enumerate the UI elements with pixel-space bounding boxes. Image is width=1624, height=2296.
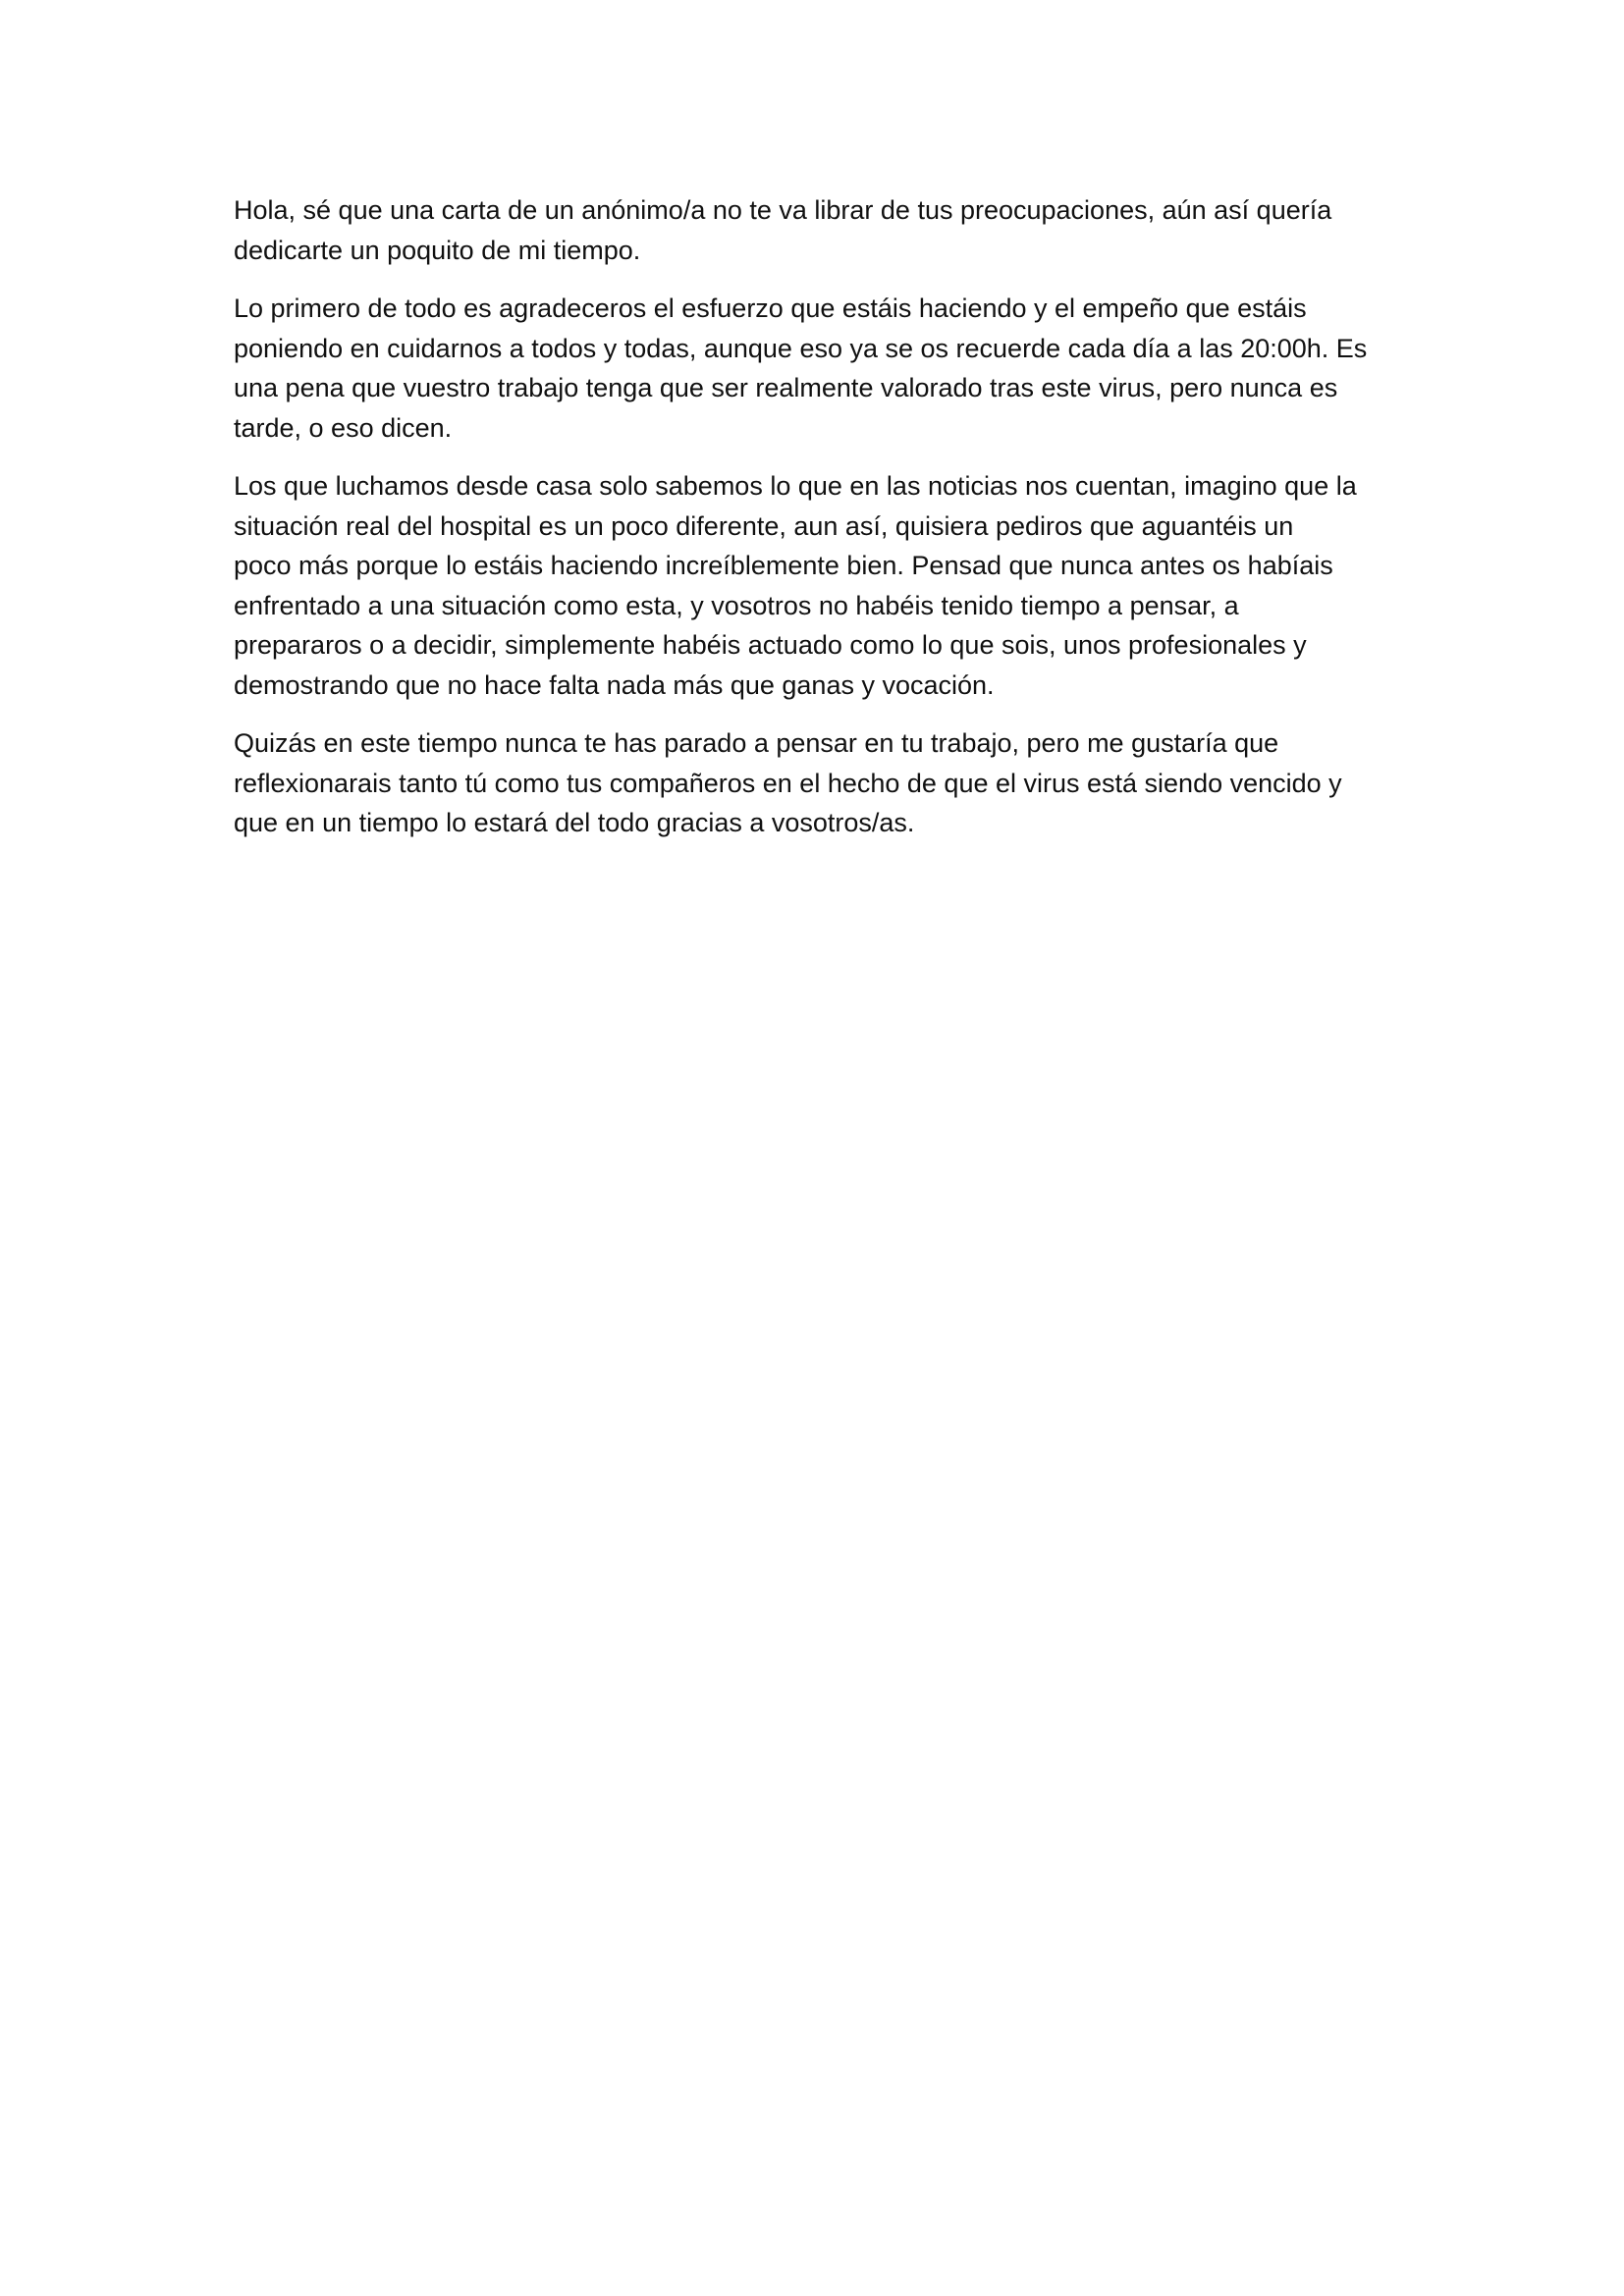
paragraph-line: prepararos o a decidir, simplemente habéis actuado como lo que sois, unos profesionales y [234, 630, 1307, 660]
paragraph-line: Los que luchamos desde casa solo sabemos lo que en las noticias nos cuentan, imagino que la [234, 471, 1357, 501]
paragraph-2 [234, 289, 1422, 448]
paragraph-line: demostrando que no hace falta nada más que ganas y vocación. [234, 669, 995, 700]
paragraph-line: una pena que vuestro trabajo tenga que ser realmente valorado tras este virus, pero nunca es [234, 373, 1338, 402]
paragraph-line: tarde, o eso dicen. [234, 412, 453, 443]
paragraph-line: Quizás en este tiempo nunca te has parado a pensar en tu trabajo, pero me gustaría que [234, 728, 1279, 758]
paragraph-line: dedicarte un poquito de mi tiempo. [234, 235, 641, 265]
paragraph-line: poco más porque lo estáis haciendo increíblemente bien. Pensad que nunca antes os habíais [234, 551, 1333, 580]
letter-body [234, 190, 1422, 862]
paragraph-line: Lo primero de todo es agradeceros el esfuerzo que estáis haciendo y el empeño que estáis [234, 294, 1307, 323]
paragraph-3 [234, 466, 1422, 705]
paragraph-line: que en un tiempo lo estará del todo gracias a vosotros/as. [234, 808, 915, 837]
paragraph-1 [234, 190, 1422, 270]
paragraph-line: enfrentado a una situación como esta, y vosotros no habéis tenido tiempo a pensar, a [234, 590, 1239, 620]
paragraph-4 [234, 723, 1422, 843]
paragraph-line: poniendo en cuidarnos a todos y todas, aunque eso ya se os recuerde cada día a las 20:00h. Es [234, 333, 1368, 363]
paragraph-line: Hola, sé que una carta de un anónimo/a no te va librar de tus preocupaciones, aún así quería [234, 195, 1332, 225]
paragraph-line: situación real del hospital es un poco diferente, aun así, quisiera pediros que aguantéis un [234, 510, 1294, 541]
paragraph-line: reflexionarais tanto tú como tus compañeros en el hecho de que el virus está siendo vencido y [234, 768, 1342, 798]
